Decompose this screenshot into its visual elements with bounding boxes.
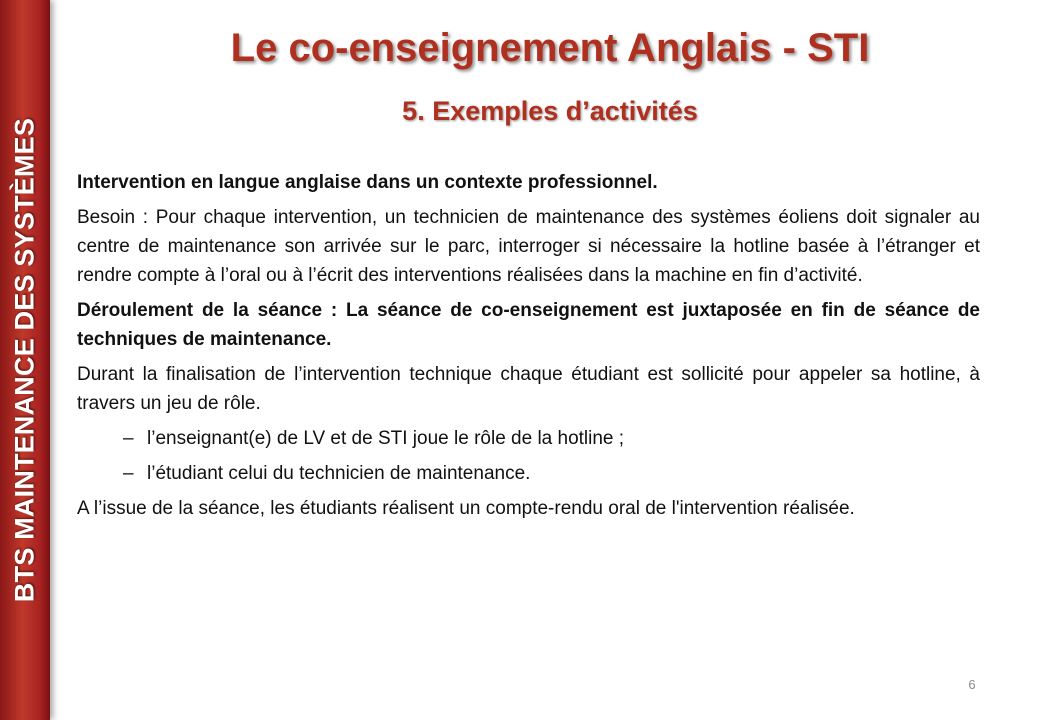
page-number: 6 (968, 677, 976, 692)
sidebar-label: BTS MAINTENANCE DES SYSTÈMES (9, 117, 40, 603)
deroulement-paragraph: Déroulement de la séance : La séance de co-enseignement est juxtaposée en fin de séance de techniques de maintenance. (77, 300, 980, 350)
slide-title: Le co-enseignement Anglais - STI (230, 26, 870, 70)
list-item-text: l’enseignant(e) de LV et de STI joue le rôle de la hotline ; (147, 428, 625, 449)
list-item (77, 424, 980, 453)
dash-marker: – (123, 463, 134, 484)
list-item-text: l’étudiant celui du technicien de maintenance. (147, 463, 531, 484)
intro-paragraph: Intervention en langue anglaise dans un contexte professionnel. (77, 172, 658, 193)
besoin-paragraph: Besoin : Pour chaque intervention, un technicien de maintenance des systèmes éoliens doit signaler au centre de maintenance son arrivée sur le parc, interroger si nécessaire la hotline basée à l’étranger et rendre compte à l’oral ou à l’écrit des interventions réalisées dans la machine en fin d’activité. (77, 207, 980, 286)
dash-marker: – (123, 428, 134, 449)
slide-content (77, 168, 980, 529)
sidebar-banner (0, 0, 50, 720)
list-item (77, 459, 980, 488)
durant-paragraph: Durant la finalisation de l’intervention technique chaque étudiant est sollicité pour appeler sa hotline, à travers un jeu de rôle. (77, 364, 980, 414)
issue-paragraph: A l’issue de la séance, les étudiants réalisent un compte-rendu oral de l'intervention réalisée. (77, 498, 855, 519)
slide-subtitle: 5. Exemples d’activités (402, 96, 698, 126)
